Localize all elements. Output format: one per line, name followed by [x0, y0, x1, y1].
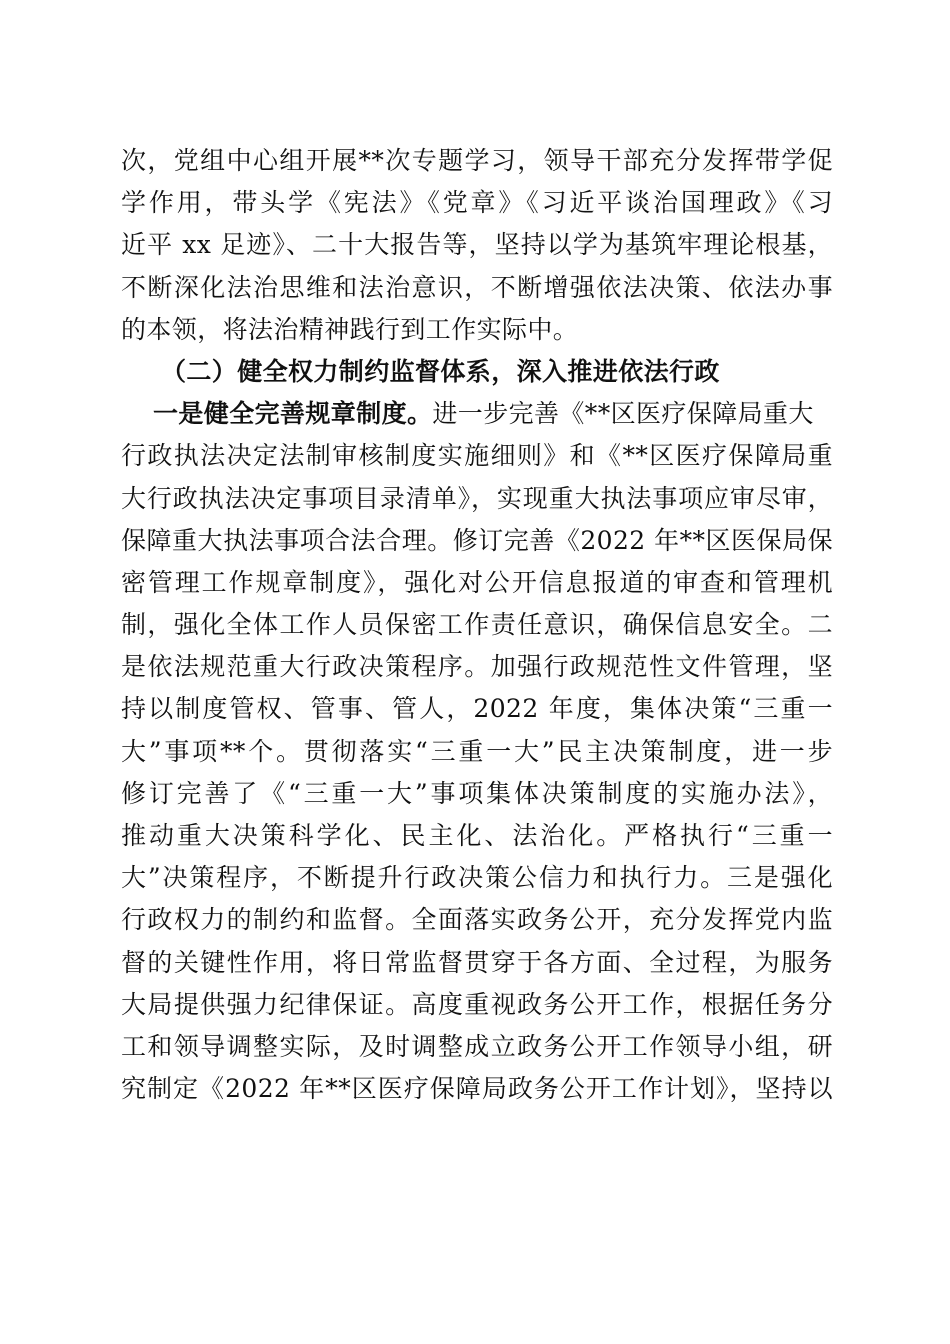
text-line: 密管理工作规章制度》，强化对公开信息报道的审查和管理机: [121, 567, 833, 597]
text-line: 行政执法决定法制审核制度实施细则》和《**区医疗保障局重: [121, 441, 833, 471]
text-line: 工和领导调整实际，及时调整成立政务公开工作领导小组，研: [121, 1031, 833, 1061]
text-line: 保障重大执法事项合法合理。修订完善《2022 年**区医保局保: [121, 525, 833, 555]
section-heading: （二）健全权力制约监督体系，深入推进依法行政: [161, 356, 720, 386]
text-line: 制，强化全体工作人员保密工作责任意识，确保信息安全。二: [121, 610, 833, 640]
text-line: 督的关键性作用，将日常监督贯穿于各方面、全过程，为服务: [121, 947, 833, 977]
text-line: 大”事项**个。贯彻落实“三重一大”民主决策制度，进一步: [121, 736, 833, 766]
body-text: [121, 140, 833, 1110]
lead-phrase: 一是健全完善规章制度。: [153, 399, 433, 429]
text-line-lead: [121, 393, 833, 435]
lead-rest: 进一步完善《**区医疗保障局重大: [432, 399, 814, 429]
text-line: 不断深化法治思维和法治意识，不断增强依法决策、依法办事: [121, 272, 833, 302]
text-line: 修订完善了《“三重一大”事项集体决策制度的实施办法》，: [121, 778, 833, 808]
text-line: 的本领，将法治精神践行到工作实际中。: [121, 314, 579, 344]
text-line: 大行政执法决定事项目录清单》，实现重大执法事项应审尽审，: [121, 483, 833, 513]
text-line: 学作用，带头学《宪法》《党章》《习近平谈治国理政》《习: [121, 188, 833, 218]
text-line: 大”决策程序，不断提升行政决策公信力和执行力。三是强化: [121, 863, 833, 893]
text-line: 行政权力的制约和监督。全面落实政务公开，充分发挥党内监: [121, 905, 833, 935]
text-line: 次，党组中心组开展**次专题学习，领导干部充分发挥带学促: [121, 146, 833, 175]
text-line: 持以制度管权、管事、管人，2022 年度，集体决策“三重一: [121, 694, 833, 724]
text-line: 大局提供强力纪律保证。高度重视政务公开工作，根据任务分: [121, 989, 833, 1019]
text-line: 推动重大决策科学化、民主化、法治化。严格执行“三重一: [121, 821, 833, 850]
text-line: 究制定《2022 年**区医疗保障局政务公开工作计划》，坚持以: [121, 1074, 833, 1104]
text-line: 近平 xx 足迹》、二十大报告等，坚持以学为基筑牢理论根基，: [121, 230, 833, 260]
text-line: 是依法规范重大行政决策程序。加强行政规范性文件管理，坚: [121, 652, 833, 682]
